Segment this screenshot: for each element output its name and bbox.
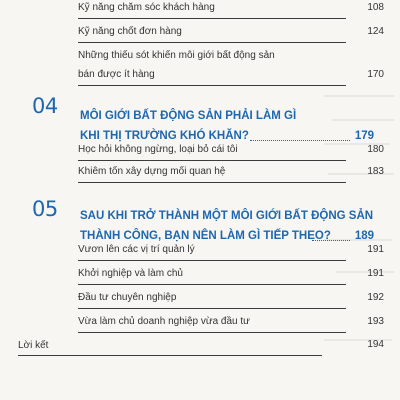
- entry-page: 170: [367, 69, 384, 80]
- toc-entry-investing[interactable]: [78, 288, 384, 309]
- toc-entry-customer-care[interactable]: [78, 0, 384, 19]
- entry-title: Kỹ năng chốt đơn hàng: [78, 26, 182, 37]
- toc-entry-continuous-learning[interactable]: [78, 140, 384, 161]
- toc-entry-business-and-investing[interactable]: [78, 312, 384, 333]
- section-title-line-2: THÀNH CÔNG, BẠN NÊN LÀM GÌ TIẾP THEO?: [80, 230, 331, 242]
- toc-entry-closing-deals[interactable]: [78, 22, 384, 43]
- section-page: 179: [354, 130, 374, 142]
- entry-title: Vừa làm chủ doanh nghiệp vừa đầu tư: [78, 316, 250, 327]
- entry-title: Vươn lên các vị trí quản lý: [78, 244, 195, 255]
- section-number: 04: [32, 94, 58, 118]
- section-title-line-1: SAU KHI TRỞ THÀNH MỘT MÔI GIỚI BẤT ĐỘNG SẢN: [80, 210, 374, 222]
- entry-page: 192: [367, 292, 384, 303]
- section-number: 05: [32, 197, 58, 221]
- entry-page: 191: [367, 268, 384, 279]
- toc-entry-management[interactable]: [78, 240, 384, 261]
- toc-entry-shortcomings[interactable]: [78, 46, 384, 86]
- entry-page: 180: [367, 144, 384, 155]
- entry-page: 183: [367, 166, 384, 177]
- entry-title: Đầu tư chuyên nghiệp: [78, 292, 177, 303]
- entry-page: 193: [367, 316, 384, 327]
- entry-title-line-1: Những thiếu sót khiến môi giới bất động sản: [78, 50, 275, 61]
- toc-entry-closing[interactable]: [18, 336, 384, 356]
- entry-page: 124: [367, 26, 384, 37]
- toc-entry-relationships[interactable]: [78, 162, 384, 183]
- entry-title: Học hỏi không ngừng, loại bỏ cái tôi: [78, 144, 238, 155]
- entry-title: Khởi nghiệp và làm chủ: [78, 268, 183, 279]
- entry-title: Kỹ năng chăm sóc khách hàng: [78, 2, 215, 13]
- entry-title: Khiêm tốn xây dựng mối quan hệ: [78, 166, 226, 177]
- section-title-line-2: KHI THỊ TRƯỜNG KHÓ KHĂN?: [80, 130, 249, 142]
- section-page: 189: [354, 230, 374, 242]
- section-title-line-1: MÔI GIỚI BẤT ĐỘNG SẢN PHẢI LÀM GÌ: [80, 110, 297, 122]
- entry-title-line-2: bán được ít hàng: [78, 69, 155, 80]
- toc-entry-startup[interactable]: [78, 264, 384, 285]
- entry-page: 191: [367, 244, 384, 255]
- entry-page: 108: [367, 2, 384, 13]
- entry-page: 194: [367, 339, 384, 350]
- entry-title: Lời kết: [18, 340, 49, 351]
